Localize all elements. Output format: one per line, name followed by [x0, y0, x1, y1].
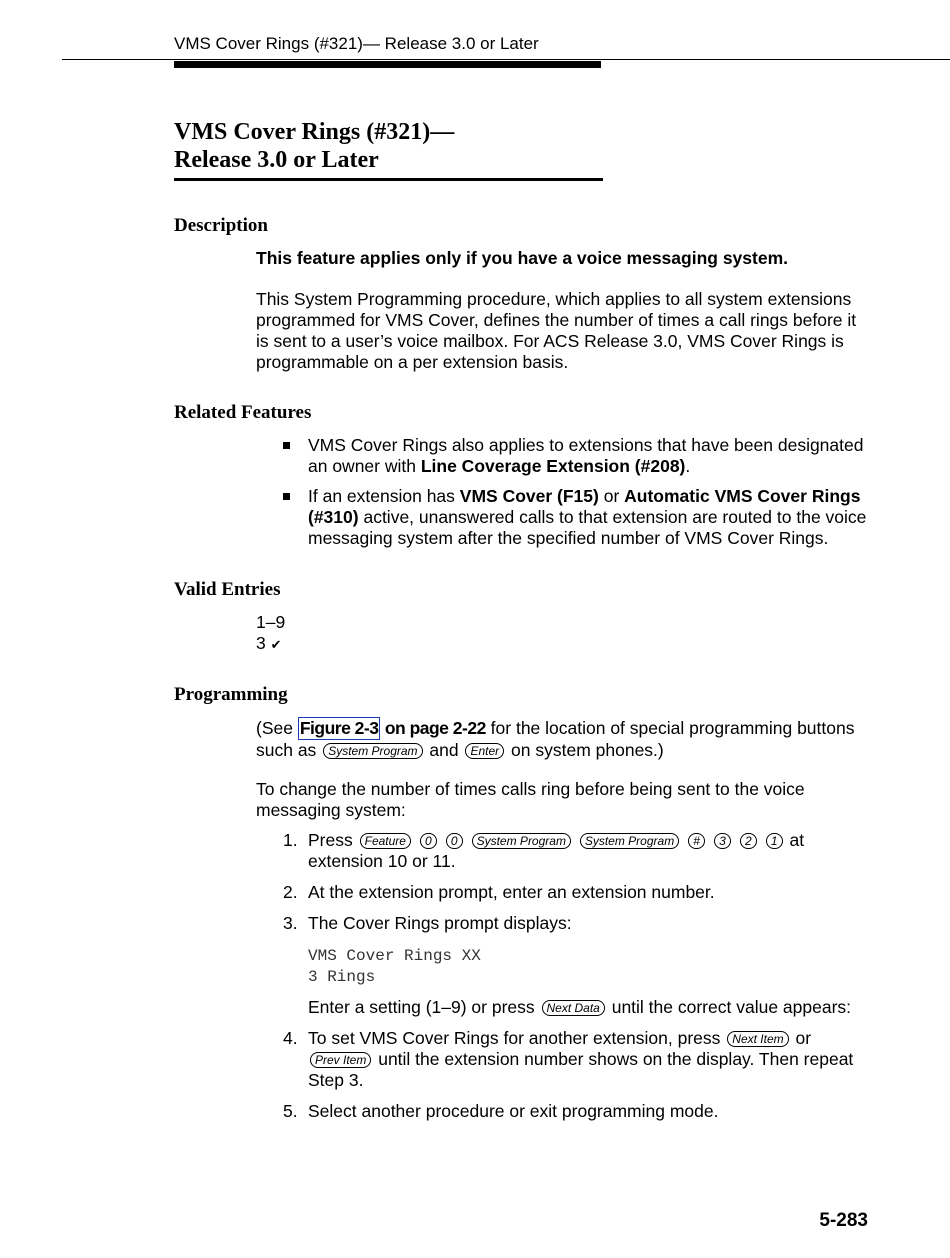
- step-number: 5.: [283, 1101, 298, 1121]
- step-3: [256, 913, 872, 1018]
- header-rule: [62, 59, 950, 60]
- step-number: 3.: [283, 913, 298, 933]
- hash-key: #: [688, 833, 705, 849]
- system-program-key: System Program: [580, 833, 679, 849]
- text: or: [790, 1028, 812, 1048]
- page-reference: on page 2-22: [380, 718, 486, 738]
- feature-key: Feature: [360, 833, 411, 849]
- valid-default: [256, 633, 872, 655]
- step-number: 1.: [283, 830, 298, 850]
- text: or: [598, 486, 625, 506]
- text: Press: [308, 830, 358, 850]
- one-key: 1: [766, 833, 783, 849]
- text: on system phones.): [506, 740, 664, 760]
- step-5: [256, 1101, 872, 1122]
- step-2: [256, 882, 872, 903]
- step-number: 4.: [283, 1028, 298, 1048]
- description-note: This feature applies only if you have a voice messaging system.: [256, 248, 788, 268]
- system-program-key: System Program: [323, 743, 422, 759]
- programming-steps: [256, 830, 872, 1132]
- feature-reference: Automatic VMS Cover Rings (#310): [308, 486, 861, 527]
- enter-key: Enter: [465, 743, 504, 759]
- list-item: [256, 486, 872, 549]
- running-header: VMS Cover Rings (#321)— Release 3.0 or Later: [174, 34, 539, 53]
- text: active, unanswered calls to that extension are routed to the voice messaging system after the specified number of VMS Cover Rings.: [308, 507, 867, 548]
- system-program-key: System Program: [472, 833, 571, 849]
- page-title-line-1: VMS Cover Rings (#321)—: [174, 119, 455, 145]
- text: until the correct value appears:: [606, 997, 852, 1017]
- description-heading: Description: [174, 215, 268, 236]
- text: To set VMS Cover Rings for another extension, press: [308, 1028, 726, 1048]
- step-1: [256, 830, 872, 872]
- valid-entries-heading: Valid Entries: [174, 579, 281, 600]
- description-paragraph: This System Programming procedure, which applies to all system extensions programmed for VMS Cover, defines the number of times a call rings before it is sent to a user’s voice mailbox. For ACS Release 3.0, VMS Cover Rings is programmable on a per extension basis.: [256, 289, 857, 372]
- text: until the extension number shows on the display. Then repeat Step 3.: [308, 1049, 854, 1090]
- checkmark-icon: ✔: [270, 637, 282, 652]
- display-line-1: VMS Cover Rings XX: [308, 947, 481, 965]
- prev-item-key: Prev Item: [310, 1052, 371, 1068]
- page-number: 5-283: [819, 1210, 868, 1231]
- text: (See: [256, 718, 298, 738]
- valid-range: 1–9: [256, 612, 286, 632]
- page-title-line-2: Release 3.0 or Later: [174, 147, 379, 173]
- text: VMS Cover Rings also applies to extensions that have been designated an owner with: [308, 435, 864, 476]
- step-3-instruction: [308, 997, 872, 1018]
- text: .: [685, 456, 691, 476]
- two-key: 2: [740, 833, 757, 849]
- text: for the location of special programming buttons such as: [256, 718, 855, 760]
- text: Enter a setting (1–9) or press: [308, 997, 540, 1017]
- header-bar: [174, 61, 601, 68]
- text: At the extension prompt, enter an extension number.: [308, 882, 715, 902]
- three-key: 3: [714, 833, 731, 849]
- display-line-2: 3 Rings: [308, 968, 376, 986]
- feature-reference: VMS Cover (F15): [459, 486, 599, 506]
- step-number: 2.: [283, 882, 298, 902]
- list-item: [256, 435, 872, 477]
- text: Select another procedure or exit programming mode.: [308, 1101, 719, 1121]
- text: The Cover Rings prompt displays:: [308, 913, 572, 933]
- programming-heading: Programming: [174, 684, 288, 705]
- zero-key: 0: [446, 833, 463, 849]
- programming-intro: To change the number of times calls ring before being sent to the voice messaging system:: [256, 779, 805, 820]
- page-title: [174, 118, 603, 181]
- next-data-key: Next Data: [542, 1000, 605, 1016]
- related-features-list: [256, 435, 872, 558]
- figure-link[interactable]: Figure 2-3: [299, 718, 379, 738]
- related-features-heading: Related Features: [174, 402, 312, 423]
- text: at extension 10 or 11.: [308, 830, 805, 871]
- step-4: [256, 1028, 872, 1091]
- default-value: 3: [256, 633, 266, 653]
- next-item-key: Next Item: [727, 1031, 788, 1047]
- text: and: [424, 740, 464, 760]
- feature-reference: Line Coverage Extension (#208): [420, 456, 686, 476]
- text: If an extension has: [308, 486, 460, 506]
- zero-key: 0: [420, 833, 437, 849]
- programming-see-note: [256, 717, 872, 761]
